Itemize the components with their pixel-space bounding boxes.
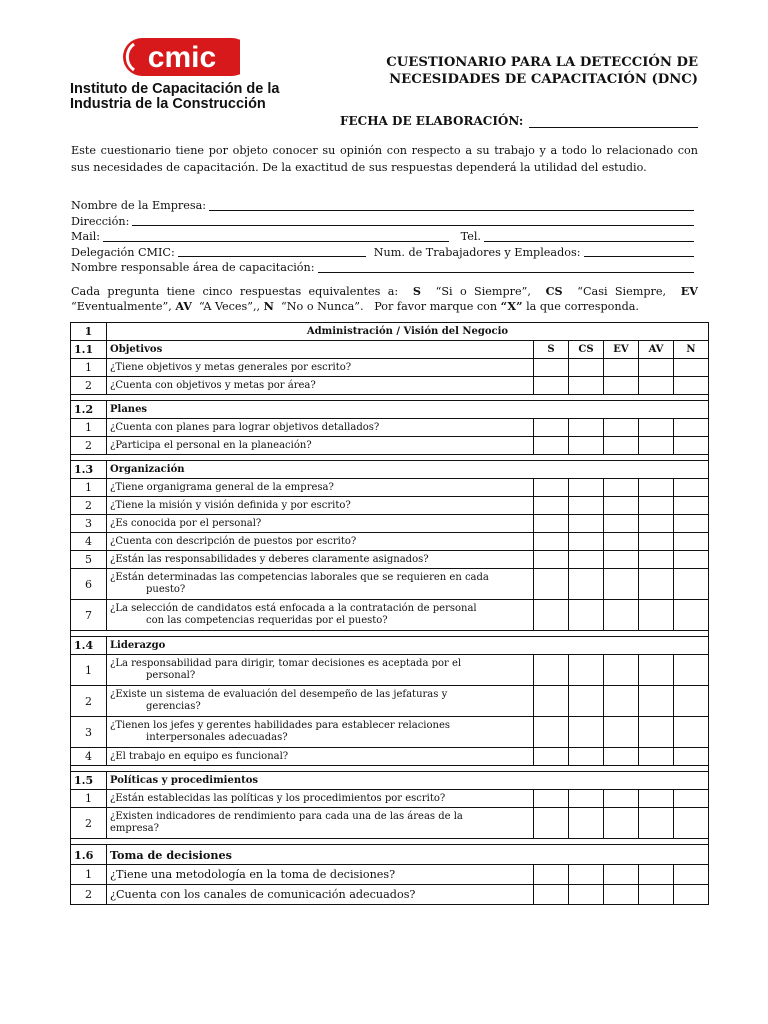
answer-cell[interactable] bbox=[604, 497, 639, 515]
question-row bbox=[71, 808, 709, 839]
answer-cell[interactable] bbox=[534, 808, 569, 839]
question-text: ¿Están determinadas las competencias laborales que se requieren en cada puesto? bbox=[107, 569, 534, 600]
answer-cell[interactable] bbox=[604, 885, 639, 905]
row-number: 1 bbox=[71, 655, 107, 686]
answer-cell[interactable] bbox=[569, 515, 604, 533]
question-text: Objetivos bbox=[107, 341, 534, 359]
subsection-row bbox=[71, 461, 709, 479]
row-number: 2 bbox=[71, 686, 107, 717]
answer-cell[interactable] bbox=[674, 885, 709, 905]
row-number: 1.6 bbox=[71, 845, 107, 865]
document-title bbox=[330, 54, 698, 88]
answer-cell[interactable] bbox=[639, 865, 674, 885]
cmic-logo-mark bbox=[120, 34, 240, 80]
answer-cell[interactable] bbox=[534, 717, 569, 748]
answer-cell[interactable] bbox=[604, 359, 639, 377]
logo-line-2: Industria de la Construcción bbox=[70, 96, 266, 112]
question-row bbox=[71, 419, 709, 437]
answer-cell[interactable] bbox=[534, 655, 569, 686]
title-line-2: NECESIDADES DE CAPACITACIÓN (DNC) bbox=[389, 72, 698, 87]
row-number: 1.2 bbox=[71, 401, 107, 419]
company-fields bbox=[71, 198, 698, 276]
answer-cell[interactable] bbox=[639, 551, 674, 569]
answer-cell[interactable] bbox=[639, 686, 674, 717]
answer-cell[interactable] bbox=[569, 497, 604, 515]
answer-cell[interactable] bbox=[534, 790, 569, 808]
answer-cell[interactable] bbox=[604, 748, 639, 766]
answer-cell[interactable] bbox=[604, 717, 639, 748]
answer-cell[interactable] bbox=[569, 885, 604, 905]
direccion-input[interactable] bbox=[132, 225, 694, 226]
question-row bbox=[71, 748, 709, 766]
answer-cell[interactable] bbox=[534, 479, 569, 497]
col-n: N bbox=[674, 341, 709, 359]
question-text: Planes bbox=[107, 401, 709, 419]
answer-cell[interactable] bbox=[674, 865, 709, 885]
question-text: ¿Existen indicadores de rendimiento para cada una de las áreas de la empresa? bbox=[107, 808, 534, 839]
questionnaire-table bbox=[70, 322, 709, 905]
question-text: ¿Tienen los jefes y gerentes habilidades para establecer relaciones interpersonales adecuadas? bbox=[107, 717, 534, 748]
col-cs: CS bbox=[569, 341, 604, 359]
fecha-field[interactable] bbox=[340, 114, 698, 128]
mail-label: Mail: bbox=[71, 230, 101, 243]
answer-cell[interactable] bbox=[639, 885, 674, 905]
question-text: ¿Cuenta con planes para lograr objetivos detallados? bbox=[107, 419, 534, 437]
row-number: 6 bbox=[71, 569, 107, 600]
answer-cell[interactable] bbox=[639, 437, 674, 455]
subsection-row bbox=[71, 845, 709, 865]
row-number: 2 bbox=[71, 885, 107, 905]
answer-cell[interactable] bbox=[604, 655, 639, 686]
answer-cell[interactable] bbox=[639, 717, 674, 748]
question-row bbox=[71, 359, 709, 377]
answer-cell[interactable] bbox=[569, 600, 604, 631]
row-number: 4 bbox=[71, 533, 107, 551]
question-text: Toma de decisiones bbox=[107, 845, 709, 865]
answer-cell[interactable] bbox=[569, 865, 604, 885]
answer-cell[interactable] bbox=[569, 748, 604, 766]
answer-cell[interactable] bbox=[674, 515, 709, 533]
answer-cell[interactable] bbox=[674, 359, 709, 377]
question-row bbox=[71, 686, 709, 717]
answer-cell[interactable] bbox=[604, 600, 639, 631]
subsection-row bbox=[71, 637, 709, 655]
row-number: 1.1 bbox=[71, 341, 107, 359]
subsection-row bbox=[71, 772, 709, 790]
question-text: Organización bbox=[107, 461, 709, 479]
answer-cell[interactable] bbox=[569, 686, 604, 717]
row-number: 2 bbox=[71, 437, 107, 455]
row-number: 1 bbox=[71, 479, 107, 497]
delegacion-label: Delegación CMIC: bbox=[71, 245, 175, 259]
question-text: ¿Cuenta con los canales de comunicación adecuados? bbox=[107, 885, 534, 905]
answer-cell[interactable] bbox=[604, 533, 639, 551]
answer-cell[interactable] bbox=[569, 479, 604, 497]
answer-cell[interactable] bbox=[639, 515, 674, 533]
section-title: Administración / Visión del Negocio bbox=[107, 323, 709, 341]
instructions: Cada pregunta tiene cinco respuestas equivalentes a: S “Si o Siempre”, CS “Casi Siempre, EV “Eventualmente”, AV “A Veces”,, N “No o Nunca”. Por favor marque con “X” la que corresponda. bbox=[71, 284, 698, 313]
answer-cell[interactable] bbox=[534, 377, 569, 395]
tel-input[interactable] bbox=[484, 241, 694, 242]
answer-cell[interactable] bbox=[534, 600, 569, 631]
answer-cell[interactable] bbox=[674, 419, 709, 437]
answer-cell[interactable] bbox=[639, 569, 674, 600]
col-s: S bbox=[534, 341, 569, 359]
num-trabajadores-input[interactable] bbox=[584, 256, 695, 257]
question-text: ¿Están las responsabilidades y deberes claramente asignados? bbox=[107, 551, 534, 569]
empresa-input[interactable] bbox=[209, 210, 694, 211]
row-number: 1 bbox=[71, 359, 107, 377]
question-row bbox=[71, 600, 709, 631]
question-text: ¿Tiene una metodología en la toma de decisiones? bbox=[107, 865, 534, 885]
empresa-label: Nombre de la Empresa: bbox=[71, 199, 207, 212]
col-av: AV bbox=[639, 341, 674, 359]
answer-cell[interactable] bbox=[639, 790, 674, 808]
row-number: 2 bbox=[71, 497, 107, 515]
question-text: Políticas y procedimientos bbox=[107, 772, 709, 790]
answer-cell[interactable] bbox=[674, 569, 709, 600]
responsable-input[interactable] bbox=[318, 272, 695, 273]
fecha-line[interactable] bbox=[529, 114, 698, 128]
logo-line-1: Instituto de Capacitación de la bbox=[70, 81, 280, 97]
answer-cell[interactable] bbox=[604, 686, 639, 717]
row-number: 1 bbox=[71, 865, 107, 885]
question-text: ¿La selección de candidatos está enfocada a la contratación de personal con las competencias requeridas por el puesto? bbox=[107, 600, 534, 631]
answer-cell[interactable] bbox=[674, 479, 709, 497]
answer-cell[interactable] bbox=[534, 437, 569, 455]
row-number: 1.4 bbox=[71, 637, 107, 655]
answer-cell[interactable] bbox=[534, 419, 569, 437]
answer-cell[interactable] bbox=[604, 419, 639, 437]
answer-cell[interactable] bbox=[639, 359, 674, 377]
question-row bbox=[71, 551, 709, 569]
answer-cell[interactable] bbox=[604, 865, 639, 885]
answer-cell[interactable] bbox=[534, 569, 569, 600]
question-text: ¿El trabajo en equipo es funcional? bbox=[107, 748, 534, 766]
answer-cell[interactable] bbox=[569, 419, 604, 437]
answer-cell[interactable] bbox=[569, 569, 604, 600]
question-text: ¿Cuenta con descripción de puestos por escrito? bbox=[107, 533, 534, 551]
question-row bbox=[71, 865, 709, 885]
fecha-label: FECHA DE ELABORACIÓN: bbox=[340, 114, 524, 128]
answer-cell[interactable] bbox=[674, 551, 709, 569]
intro-paragraph: Este cuestionario tiene por objeto conocer su opinión con respecto a su trabajo y a todo lo relacionado con sus necesidades de capacitación. De la exactitud de sus respuestas dependerá la utilidad del estudio. bbox=[71, 144, 698, 174]
title-line-1: CUESTIONARIO PARA LA DETECCIÓN DE bbox=[386, 55, 698, 70]
row-number: 2 bbox=[71, 808, 107, 839]
answer-cell[interactable] bbox=[569, 808, 604, 839]
answer-cell[interactable] bbox=[534, 551, 569, 569]
question-text: ¿Cuenta con objetivos y metas por área? bbox=[107, 377, 534, 395]
cmic-logo-word: cmic bbox=[147, 41, 217, 74]
delegacion-input[interactable] bbox=[178, 256, 366, 257]
answer-cell[interactable] bbox=[674, 533, 709, 551]
question-row bbox=[71, 533, 709, 551]
table-header-row bbox=[71, 323, 709, 341]
question-text: ¿Están establecidas las políticas y los procedimientos por escrito? bbox=[107, 790, 534, 808]
answer-cell[interactable] bbox=[604, 377, 639, 395]
tel-label: Tel. bbox=[460, 230, 481, 243]
answer-cell[interactable] bbox=[604, 569, 639, 600]
row-number: 2 bbox=[71, 377, 107, 395]
question-text: ¿Existe un sistema de evaluación del desempeño de las jefaturas y gerencias? bbox=[107, 686, 534, 717]
answer-cell[interactable] bbox=[639, 655, 674, 686]
answer-cell[interactable] bbox=[674, 600, 709, 631]
answer-cell[interactable] bbox=[569, 377, 604, 395]
answer-cell[interactable] bbox=[534, 748, 569, 766]
answer-cell[interactable] bbox=[534, 533, 569, 551]
answer-cell[interactable] bbox=[639, 479, 674, 497]
answer-cell[interactable] bbox=[534, 885, 569, 905]
question-row bbox=[71, 655, 709, 686]
answer-cell[interactable] bbox=[569, 551, 604, 569]
subsection-row bbox=[71, 401, 709, 419]
mail-input[interactable] bbox=[103, 241, 449, 242]
answer-cell[interactable] bbox=[604, 479, 639, 497]
answer-cell[interactable] bbox=[674, 748, 709, 766]
answer-cell[interactable] bbox=[674, 790, 709, 808]
answer-cell[interactable] bbox=[639, 497, 674, 515]
question-text: ¿Tiene organigrama general de la empresa? bbox=[107, 479, 534, 497]
answer-cell[interactable] bbox=[674, 686, 709, 717]
row-number: 1 bbox=[71, 419, 107, 437]
num-trabajadores-label: Num. de Trabajadores y Empleados: bbox=[373, 245, 581, 259]
question-text: ¿La responsabilidad para dirigir, tomar decisiones es aceptada por el personal? bbox=[107, 655, 534, 686]
answer-cell[interactable] bbox=[639, 748, 674, 766]
cmic-logo bbox=[70, 34, 285, 112]
answer-cell[interactable] bbox=[569, 359, 604, 377]
answer-cell[interactable] bbox=[534, 686, 569, 717]
question-row bbox=[71, 377, 709, 395]
answer-cell[interactable] bbox=[639, 533, 674, 551]
question-row bbox=[71, 717, 709, 748]
answer-cell[interactable] bbox=[604, 551, 639, 569]
direccion-label: Dirección: bbox=[71, 214, 130, 228]
answer-cell[interactable] bbox=[604, 790, 639, 808]
answer-cell[interactable] bbox=[674, 437, 709, 455]
question-row bbox=[71, 497, 709, 515]
question-row bbox=[71, 790, 709, 808]
answer-cell[interactable] bbox=[639, 377, 674, 395]
row-number: 1 bbox=[71, 790, 107, 808]
row-number: 3 bbox=[71, 717, 107, 748]
answer-cell[interactable] bbox=[674, 808, 709, 839]
section-number: 1 bbox=[71, 323, 107, 341]
answer-cell[interactable] bbox=[569, 790, 604, 808]
question-text: ¿Tiene objetivos y metas generales por escrito? bbox=[107, 359, 534, 377]
answer-cell[interactable] bbox=[639, 419, 674, 437]
row-number: 7 bbox=[71, 600, 107, 631]
question-text: ¿Participa el personal en la planeación? bbox=[107, 437, 534, 455]
question-row bbox=[71, 515, 709, 533]
answer-cell[interactable] bbox=[534, 497, 569, 515]
question-text: Liderazgo bbox=[107, 637, 709, 655]
answer-cell[interactable] bbox=[639, 808, 674, 839]
row-number: 3 bbox=[71, 515, 107, 533]
question-row bbox=[71, 437, 709, 455]
answer-cell[interactable] bbox=[569, 437, 604, 455]
answer-cell[interactable] bbox=[569, 655, 604, 686]
answer-cell[interactable] bbox=[534, 515, 569, 533]
answer-cell[interactable] bbox=[569, 717, 604, 748]
answer-cell[interactable] bbox=[674, 655, 709, 686]
col-ev: EV bbox=[604, 341, 639, 359]
row-number: 1.3 bbox=[71, 461, 107, 479]
responsable-label: Nombre responsable área de capacitación: bbox=[71, 261, 315, 274]
answer-cell[interactable] bbox=[674, 717, 709, 748]
answer-cell[interactable] bbox=[674, 497, 709, 515]
question-row bbox=[71, 569, 709, 600]
subsection-row bbox=[71, 341, 709, 359]
row-number: 1.5 bbox=[71, 772, 107, 790]
row-number: 5 bbox=[71, 551, 107, 569]
answer-cell[interactable] bbox=[604, 515, 639, 533]
answer-cell[interactable] bbox=[674, 377, 709, 395]
question-row bbox=[71, 885, 709, 905]
question-text: ¿Es conocida por el personal? bbox=[107, 515, 534, 533]
answer-cell[interactable] bbox=[639, 600, 674, 631]
answer-cell[interactable] bbox=[604, 437, 639, 455]
question-row bbox=[71, 479, 709, 497]
question-text: ¿Tiene la misión y visión definida y por escrito? bbox=[107, 497, 534, 515]
answer-cell[interactable] bbox=[534, 359, 569, 377]
row-number: 4 bbox=[71, 748, 107, 766]
answer-cell[interactable] bbox=[604, 808, 639, 839]
answer-cell[interactable] bbox=[569, 533, 604, 551]
answer-cell[interactable] bbox=[534, 865, 569, 885]
